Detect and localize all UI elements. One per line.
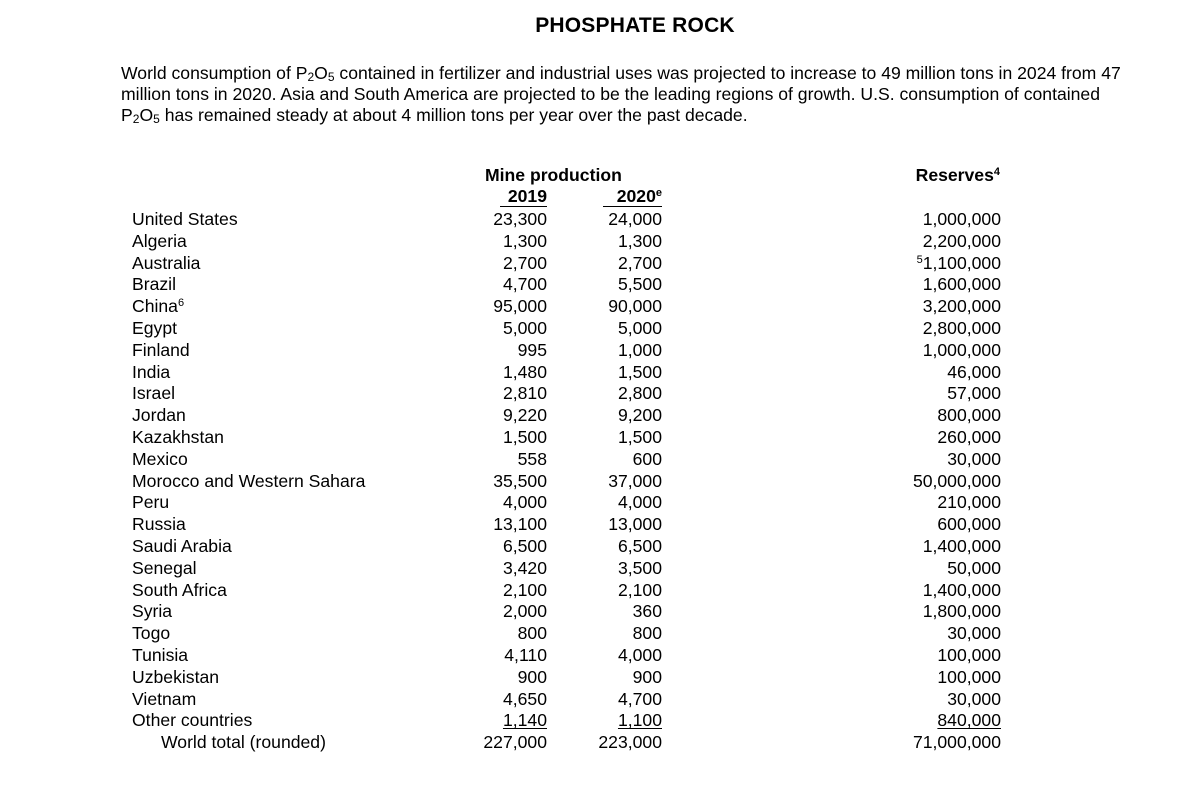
country-cell <box>132 492 169 513</box>
reserves-cell <box>840 689 1001 710</box>
reserves-cell <box>840 514 1001 535</box>
table-row <box>0 383 1198 405</box>
production-2020-cell: 3,500 <box>617 557 662 578</box>
production-2020-cell: 1,000 <box>617 339 662 360</box>
country-cell <box>132 405 186 426</box>
reserves-value: 30,000 <box>947 623 1001 644</box>
production-2019-cell: 4,700 <box>502 274 547 295</box>
reserves-cell <box>840 558 1001 579</box>
reserves-value: 50,000 <box>947 557 1001 578</box>
production-2019-cell: 558 <box>517 448 547 469</box>
reserves-value: 1,400,000 <box>922 579 1001 600</box>
production-2019-cell: 2,700 <box>502 252 547 273</box>
reserves-cell <box>840 209 1001 230</box>
reserves-cell <box>840 667 1001 688</box>
reserves-footnote: 4 <box>993 166 1000 178</box>
reserves-header <box>840 165 1000 186</box>
reserves-cell <box>840 601 1001 622</box>
table-row <box>0 405 1198 427</box>
production-2019-cell: 900 <box>517 666 547 687</box>
production-2019-cell: 9,220 <box>502 405 547 426</box>
reserves-value: 840,000 <box>937 710 1001 731</box>
reserves-value: 1,000,000 <box>922 209 1001 229</box>
reserves-value: 57,000 <box>947 383 1001 404</box>
intro-paragraph <box>121 63 1131 126</box>
country-name: Other countries <box>132 710 253 731</box>
production-2019-cell: 1,140 <box>502 710 547 731</box>
country-name: South Africa <box>132 579 227 600</box>
intro-sub-1: 2 <box>307 70 315 84</box>
reserves-value: 260,000 <box>937 426 1001 447</box>
country-name: Australia <box>132 252 201 273</box>
country-name: India <box>132 361 171 382</box>
country-cell <box>132 710 252 731</box>
reserves-cell-footnote: 5 <box>916 253 923 266</box>
country-cell <box>132 689 196 710</box>
production-2020-cell: 5,000 <box>617 317 662 338</box>
reserves-cell <box>840 296 1001 317</box>
reserves-cell <box>840 471 1001 492</box>
production-2019-cell: 2,810 <box>502 383 547 404</box>
production-2019-cell: 4,110 <box>504 644 547 665</box>
production-2020-cell: 24,000 <box>608 209 662 229</box>
intro-sub-3: 2 <box>132 112 140 126</box>
country-cell <box>132 318 177 339</box>
reserves-label: Reserves <box>915 165 994 185</box>
reserves-value: 2,200,000 <box>922 230 1001 251</box>
production-2019-cell: 2,000 <box>502 601 547 622</box>
reserves-cell <box>840 231 1001 252</box>
production-2019-cell: 227,000 <box>483 732 547 753</box>
production-2019-cell: 2,100 <box>502 579 547 600</box>
reserves-value: 2,800,000 <box>922 317 1001 338</box>
reserves-cell <box>840 645 1001 666</box>
production-2020-cell: 4,000 <box>617 644 662 665</box>
country-cell <box>132 536 232 557</box>
country-name: Jordan <box>132 405 186 426</box>
country-cell <box>132 427 224 448</box>
table-row <box>0 362 1198 384</box>
table-row <box>0 253 1198 275</box>
table-row <box>0 318 1198 340</box>
production-2020-cell: 6,500 <box>617 535 662 556</box>
country-name: Saudi Arabia <box>132 535 232 556</box>
production-2020-cell: 2,700 <box>617 252 662 273</box>
reserves-cell <box>840 732 1001 753</box>
table-row <box>0 580 1198 602</box>
production-2019-cell: 3,420 <box>502 557 547 578</box>
reserves-value: 1,800,000 <box>922 601 1001 622</box>
country-cell <box>132 514 186 535</box>
production-2019-cell: 1,500 <box>502 426 547 447</box>
production-2019-cell: 800 <box>517 623 547 644</box>
country-cell <box>132 558 197 579</box>
production-2019-cell: 1,480 <box>502 361 547 382</box>
reserves-cell <box>840 318 1001 339</box>
production-2020-cell: 5,500 <box>617 274 662 295</box>
production-2020-cell: 1,100 <box>617 710 662 731</box>
table-row <box>0 623 1198 645</box>
country-name: United States <box>132 209 238 229</box>
production-2020-cell: 600 <box>632 448 662 469</box>
country-name: Syria <box>132 601 173 622</box>
reserves-value: 210,000 <box>937 492 1001 513</box>
country-name: Russia <box>132 514 186 535</box>
intro-text-1: World consumption of P <box>121 63 308 83</box>
reserves-value: 30,000 <box>947 688 1001 709</box>
country-cell <box>132 449 188 470</box>
reserves-value: 1,400,000 <box>922 535 1001 556</box>
intro-text-3: contained in fertilizer and industrial uses was projected to increase to 49 million tons in 2024 from 47 million tons in 2020. Asia and South America are projected to be the leading regions of growth. U.S. consumption of contained P <box>121 63 1121 125</box>
year-2020-label: 2020 <box>616 186 656 206</box>
table-row <box>0 231 1198 253</box>
year-2020-header <box>603 187 662 207</box>
reserves-cell <box>840 340 1001 361</box>
table-row <box>0 667 1198 689</box>
country-cell <box>132 667 219 688</box>
production-2019-cell: 5,000 <box>502 317 547 338</box>
reserves-cell <box>840 253 1001 274</box>
production-2020-cell: 4,700 <box>617 688 662 709</box>
production-2020-cell: 1,300 <box>617 230 662 251</box>
reserves-cell <box>840 492 1001 513</box>
country-cell <box>132 645 188 666</box>
country-cell <box>132 580 227 601</box>
country-cell <box>132 231 187 252</box>
table-row <box>0 340 1198 362</box>
country-cell <box>132 383 175 404</box>
country-name: Finland <box>132 339 190 360</box>
country-cell <box>132 362 170 383</box>
production-2019-cell: 1,300 <box>502 230 547 251</box>
production-2019-cell: 995 <box>517 339 547 360</box>
country-cell <box>132 274 176 295</box>
reserves-value: 100,000 <box>937 666 1001 687</box>
reserves-cell <box>840 536 1001 557</box>
production-2020-cell: 2,800 <box>617 383 662 404</box>
table-row <box>0 645 1198 667</box>
production-2020-cell: 4,000 <box>617 492 662 513</box>
reserves-value: 600,000 <box>937 514 1001 535</box>
production-2020-cell: 1,500 <box>617 361 662 382</box>
country-name: Mexico <box>132 448 188 469</box>
production-2020-cell: 37,000 <box>608 470 662 491</box>
country-name: Uzbekistan <box>132 666 220 687</box>
year-2019-label: 2019 <box>507 186 547 206</box>
table-row <box>0 449 1198 471</box>
reserves-cell <box>840 580 1001 601</box>
reserves-cell <box>840 449 1001 470</box>
reserves-cell <box>840 710 1001 731</box>
production-2019-cell: 6,500 <box>502 535 547 556</box>
production-2019-cell: 4,000 <box>502 492 547 513</box>
country-name: China <box>132 296 178 317</box>
intro-sub-4: 5 <box>153 112 160 126</box>
reserves-value: 1,000,000 <box>922 339 1001 360</box>
intro-sub-2: 5 <box>327 70 335 84</box>
table-row <box>0 492 1198 514</box>
production-2020-cell: 360 <box>632 601 662 622</box>
reserves-value: 46,000 <box>947 361 1001 382</box>
country-name: Vietnam <box>132 688 197 709</box>
production-2019-cell: 4,650 <box>502 688 547 709</box>
country-name: Morocco and Western Sahara <box>132 470 366 491</box>
table-row <box>0 209 1198 231</box>
country-name: Togo <box>132 623 171 644</box>
production-2019-cell: 23,300 <box>493 209 547 229</box>
production-2020-cell: 2,100 <box>617 579 662 600</box>
table-row <box>0 427 1198 449</box>
reserves-value: 50,000,000 <box>912 470 1001 491</box>
country-name: Algeria <box>132 230 187 251</box>
table-row <box>0 732 1198 754</box>
production-2020-cell: 900 <box>632 666 662 687</box>
estimate-note: e <box>655 187 662 199</box>
country-cell <box>132 296 184 317</box>
country-cell <box>132 253 200 274</box>
reserves-cell <box>840 362 1001 383</box>
table-row <box>0 558 1198 580</box>
country-cell <box>132 209 238 230</box>
mine-production-header: Mine production <box>485 165 622 185</box>
table-row <box>0 710 1198 732</box>
production-2019-cell: 35,500 <box>493 470 547 491</box>
year-2019-header <box>500 187 547 207</box>
production-2020-cell: 800 <box>632 623 662 644</box>
country-name: Tunisia <box>132 644 189 665</box>
country-cell <box>161 732 326 753</box>
intro-text-4: O <box>139 105 154 125</box>
reserves-cell <box>840 383 1001 404</box>
country-cell <box>132 471 365 492</box>
reserves-value: 100,000 <box>937 644 1001 665</box>
country-cell <box>132 623 170 644</box>
production-2019-cell: 95,000 <box>493 296 547 317</box>
table-row <box>0 689 1198 711</box>
intro-text-5: has remained steady at about 4 million tons per year over the past decade. <box>159 105 748 125</box>
reserves-cell <box>840 274 1001 295</box>
country-name: Senegal <box>132 557 197 578</box>
table-row <box>0 296 1198 318</box>
country-name: Peru <box>132 492 170 513</box>
page-title: PHOSPHATE ROCK <box>535 14 735 37</box>
production-2019-cell: 13,100 <box>493 514 547 535</box>
production-2020-cell: 13,000 <box>608 514 662 535</box>
country-name: Egypt <box>132 317 177 338</box>
production-2020-cell: 1,500 <box>617 426 662 447</box>
production-2020-cell: 90,000 <box>608 296 662 317</box>
country-name: Brazil <box>132 274 176 295</box>
country-name: Israel <box>132 383 176 404</box>
table-row <box>0 514 1198 536</box>
reserves-value: 1,600,000 <box>922 274 1001 295</box>
table-row <box>0 536 1198 558</box>
reserves-value: 800,000 <box>937 405 1001 426</box>
production-2020-cell: 223,000 <box>598 732 662 753</box>
country-cell <box>132 601 172 622</box>
table-row <box>0 601 1198 623</box>
reserves-value: 1,100,000 <box>922 252 1001 273</box>
table-row <box>0 471 1198 493</box>
country-name: World total (rounded) <box>161 732 326 753</box>
table-row <box>0 274 1198 296</box>
country-footnote: 6 <box>177 297 185 310</box>
reserves-value: 30,000 <box>947 448 1001 469</box>
country-cell <box>132 340 190 361</box>
reserves-cell <box>840 427 1001 448</box>
reserves-cell <box>840 623 1001 644</box>
reserves-value: 3,200,000 <box>922 296 1001 317</box>
intro-text-2: O <box>314 63 328 83</box>
reserves-cell <box>840 405 1001 426</box>
production-2020-cell: 9,200 <box>617 405 662 426</box>
country-name: Kazakhstan <box>132 426 224 447</box>
production-table <box>0 209 1198 754</box>
reserves-value: 71,000,000 <box>912 732 1001 753</box>
